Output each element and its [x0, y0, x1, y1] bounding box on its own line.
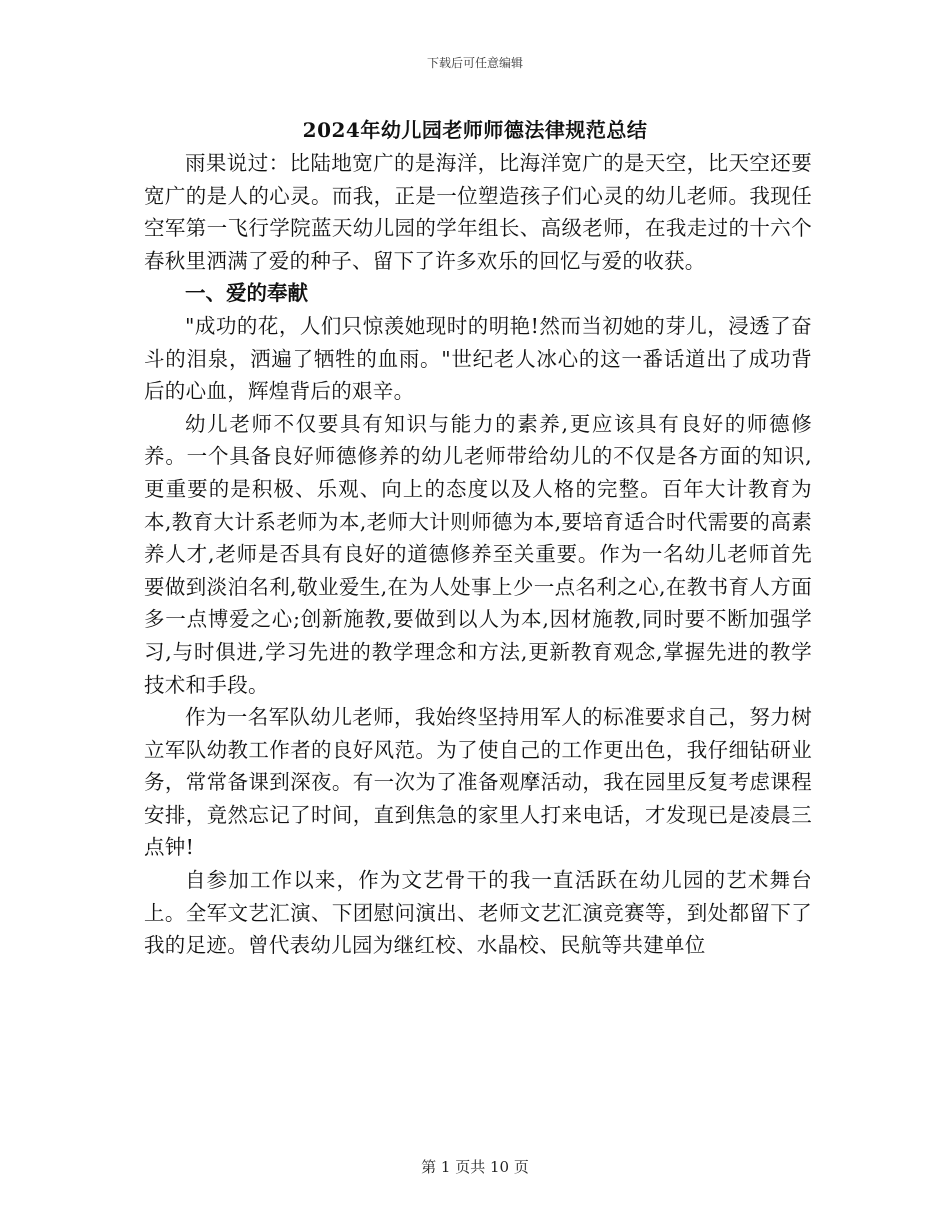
section-heading: 一、爱的奉献 — [185, 281, 308, 306]
body-paragraph: 自参加工作以来，作为文艺骨干的我一直活跃在幼儿园的艺术舞台上。全军文艺汇演、下团慰问演出、老师文艺汇演竞赛等，到处都留下了我的足迹。曾代表幼儿园为继红校、水晶校、民航等共建单位 — [144, 868, 812, 958]
body-paragraph: 幼儿老师不仅要具有知识与能力的素养,更应该具有良好的师德修养。一个具备良好师德修养的幼儿老师带给幼儿的不仅是各方面的知识,更重要的是积极、乐观、向上的态度以及人格的完整。百年大计教育为本,教育大计系老师为本,老师大计则师德为本,要培育适合时代需要的高素养人才,老师是否具有良好的道德修养至关重要。作为一名幼儿老师首先要做到淡泊名利,敬业爱生,在为人处事上少一点名利之心,在教书育人方面多一点博爱之心;创新施教,要做到以人为本,因材施教,同时要不断加强学习,与时俱进,学习先进的教学理念和方法,更新教育观念,掌握先进的教学技术和手段。 — [144, 411, 812, 697]
document-body — [144, 147, 812, 962]
body-paragraph: 作为一名军队幼儿老师，我始终坚持用军人的标准要求自己，努力树立军队幼教工作者的良好风范。为了使自己的工作更出色，我仔细钻研业务，常常备课到深夜。有一次为了准备观摩活动，我在园里反复考虑课程安排，竟然忘记了时间，直到焦急的家里人打来电话，才发现已是凌晨三点钟! — [144, 705, 812, 860]
document-title: 2024年幼儿园老师师德法律规范总结 — [302, 118, 648, 142]
page-number-footer: 第 1 页共 10 页 — [421, 1158, 529, 1176]
body-paragraph: "成功的花，人们只惊羡她现时的明艳!然而当初她的芽儿，浸透了奋斗的泪泉，洒遍了牺牲的血雨。"世纪老人冰心的这一番话道出了成功背后的心血，辉煌背后的艰辛。 — [144, 313, 812, 404]
intro-paragraph: 雨果说过：比陆地宽广的是海洋，比海洋宽广的是天空，比天空还要宽广的是人的心灵。而我，正是一位塑造孩子们心灵的幼儿老师。我现任空军第一飞行学院蓝天幼儿园的学年组长、高级老师，在我走过的十六个春秋里洒满了爱的种子、留下了许多欢乐的回忆与爱的收获。 — [144, 151, 812, 273]
header-note: 下载后可任意编辑 — [426, 56, 523, 70]
